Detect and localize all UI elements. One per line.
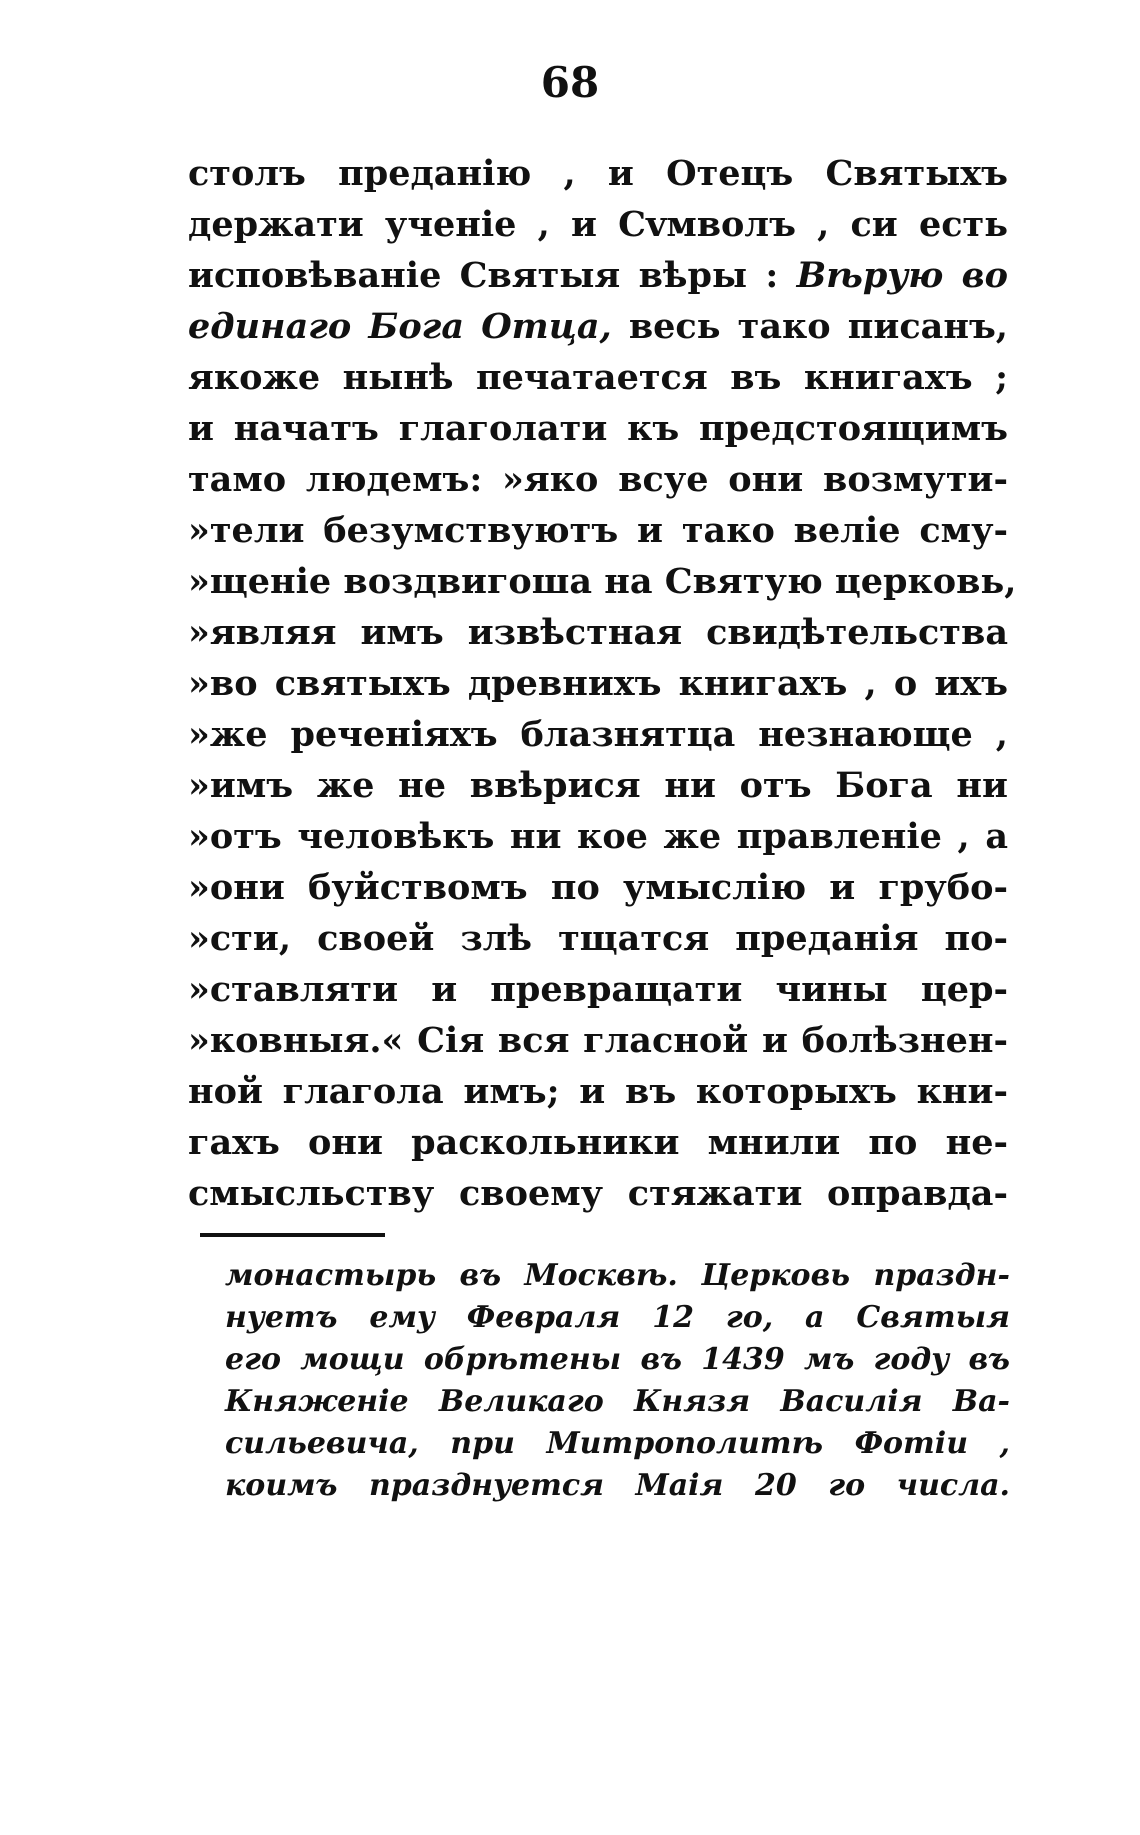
text-line: смысльству своему стяжати оправда-: [188, 1173, 1008, 1214]
text-line: »они буйствомъ по умыслію и грубо-: [188, 867, 1008, 908]
footnote-line: монастырь въ Москвѣ. Церковь праздн-: [225, 1258, 1010, 1293]
text-line: »сти, своей злѣ тщатся преданія по-: [188, 918, 1008, 959]
text-line: »же реченіяхъ блазнятца незнающе ,: [188, 714, 1008, 755]
footnote-line: нуетъ ему Февраля 12 го, а Святыя: [225, 1300, 1010, 1335]
text-line: единаго Бога Отца, весь тако писанъ,: [188, 306, 1008, 347]
text-line: »ставляти и превращати чины цер-: [188, 969, 1008, 1010]
italic-quote: единаго Бога Отца,: [188, 306, 612, 347]
footnote-line: коимъ празднуется Маія 20 го числа.: [225, 1468, 1010, 1503]
footnote-line: Княженіе Великаго Князя Василія Ва-: [225, 1384, 1010, 1419]
footnote-divider: [200, 1233, 385, 1237]
text-line: »тели безумствуютъ и тако веліе сму-: [188, 510, 1008, 551]
text-line: держати ученіе , и Сvмволъ , си есть: [188, 204, 1008, 245]
footnote: [225, 1255, 1010, 1507]
text-line: столъ преданію , и Отецъ Святыхъ: [188, 153, 1008, 194]
text-line: »являя имъ извѣстная свидѣтельства: [188, 612, 1008, 653]
text-line: тамо людемъ: »яко всуе они возмути-: [188, 459, 1008, 500]
footnote-line: его мощи обрѣтены въ 1439 мъ году въ: [225, 1342, 1010, 1377]
italic-quote: Вѣрую во: [796, 255, 1008, 296]
text-line: ной глагола имъ; и въ которыхъ кни-: [188, 1071, 1008, 1112]
text-line: »имъ же не ввѣрися ни отъ Бога ни: [188, 765, 1008, 806]
text-line: исповѣваніе Святыя вѣры : Вѣрую во: [188, 255, 1008, 296]
text-line: якоже нынѣ печатается въ книгахъ ;: [188, 357, 1008, 398]
footnote-line: сильевича, при Митрополитѣ Фотіи ,: [225, 1426, 1010, 1461]
text-line: »отъ человѣкъ ни кое же правленіе , а: [188, 816, 1008, 857]
text-line: »щеніе воздвигоша на Святую церковь,: [188, 561, 1017, 602]
text-line: »ковныя.« Сія вся гласной и болѣзнен-: [188, 1020, 1008, 1061]
text-line: и начатъ глаголати къ предстоящимъ: [188, 408, 1008, 449]
text-line: гахъ они раскольники мнили по не-: [188, 1122, 1008, 1163]
main-text: [188, 148, 1017, 1219]
page-number: 68: [540, 58, 600, 107]
text-line: »во святыхъ древнихъ книгахъ , о ихъ: [188, 663, 1008, 704]
